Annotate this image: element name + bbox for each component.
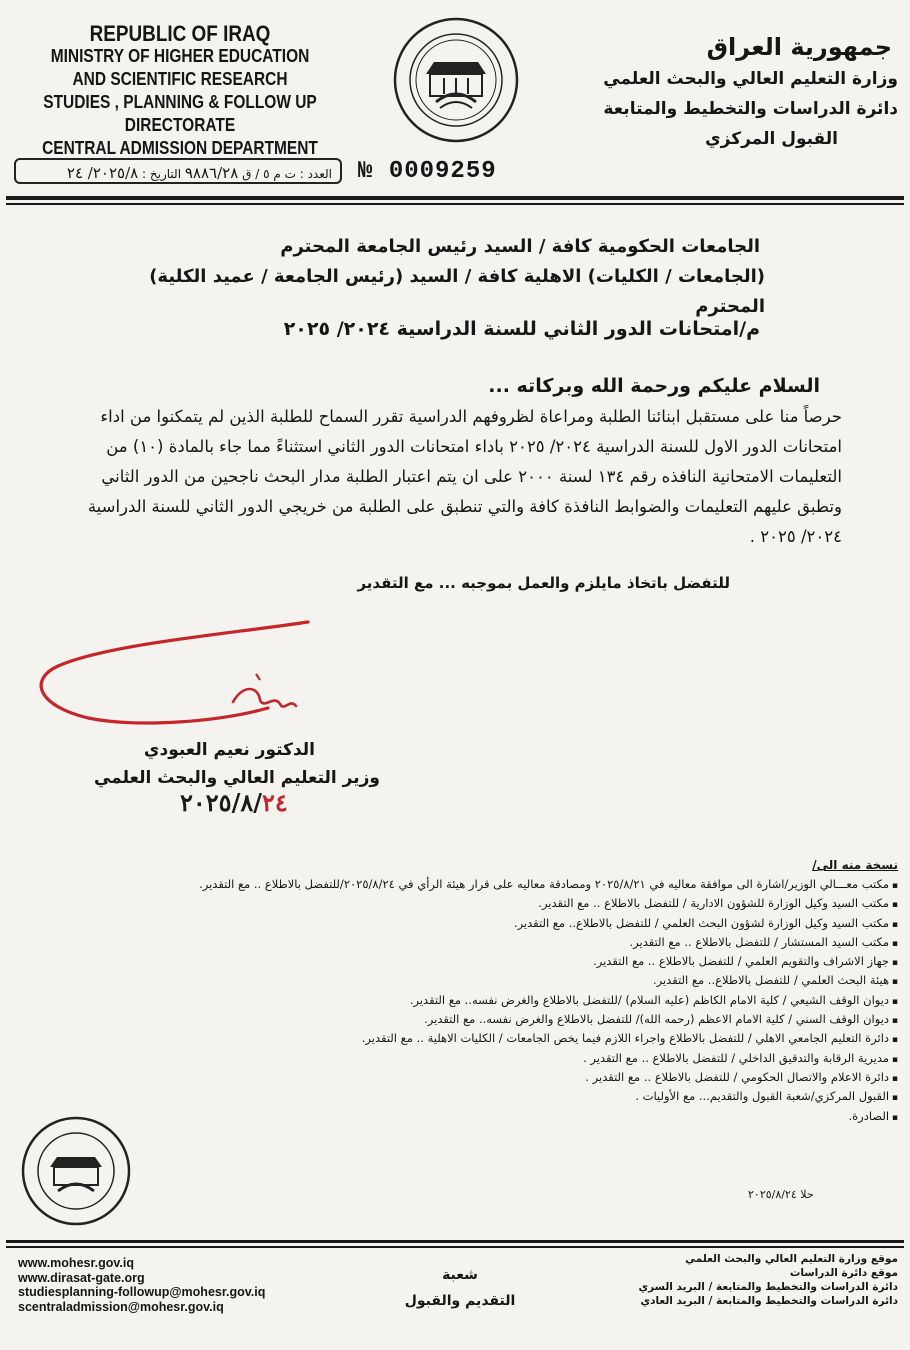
footer-divider-thin [6,1246,904,1248]
footer-legend-item: دائرة الدراسات والتخطيط والمتابعة / البريد العادي [640,1295,898,1307]
number-value: 0009259 [388,158,497,185]
body-line: حرصاً منا على مستقبل ابنائنا الطلبة ومراعاة لظروفهم الدراسية تقرر السماح للطلبة الذين لم يتمكنوا من اداء [100,407,842,426]
date-label: التاريخ : [142,167,182,181]
email-link[interactable]: studiesplanning-followup@mohesr.gov.iq [18,1285,266,1299]
directorate-name-en: STUDIES , PLANNING & FOLLOW UP DIRECTORATE [43,92,317,135]
copies-list [18,876,898,1127]
footer-contacts [18,1256,265,1314]
english-letterhead [34,22,326,160]
copy-item: ▪ مكتب السيد المستشار / للتفضل بالاطلاع .. مع التقدير. [18,934,898,953]
copy-item: ▪ مكتب السيد وكيل الوزارة للشؤون الادارية / للتفضل بالاطلاع .. مع التقدير. [18,895,898,914]
body-line: امتحانات الدور الاول للسنة الدراسية ٢٠٢٤/ ٢٠٢٥ باداء امتحانات الدور الثاني استثناءً مما جاء بالمادة (١٠) من [106,437,842,456]
copy-item: ▪ القبول المركزي/شعبة القبول والتقديم... مع الأوليات . [18,1088,898,1107]
country-name-ar: جمهورية العراق [706,33,892,61]
ref-number: ٩٨٨٦/٢٨ [184,164,239,182]
website-link[interactable]: www.dirasat-gate.org [18,1270,145,1285]
copy-item: ▪ مكتب معـــالي الوزير/اشارة الى موافقة معاليه في ٢٠٢٥/٨/٢١ ومصادقة معاليه على قرار هيئة الرأي في ٢٠٢٥/٨/٢٤/للتفضل بالاطلاع .. مع التقدير. [18,876,898,895]
copies-title: نسخة منه الى/ [812,858,898,872]
footer-section-line: شعبة [442,1267,478,1283]
copy-item: ▪ دائرة الاعلام والاتصال الحكومي / للتفضل بالاطلاع .. مع التقدير . [18,1069,898,1088]
signature-date-prefix: ٢٠٢٥/٨/ [180,788,262,817]
footer-section-line: التقديم والقبول [404,1293,516,1309]
ministry-name-en-2: AND SCIENTIFIC RESEARCH [72,69,288,89]
signature-date [180,788,288,817]
directorate-name-ar: دائرة الدراسات والتخطيط والمتابعة [603,99,898,119]
copy-item: ▪ ديوان الوقف السني / كلية الامام الاعظم (رحمه الله)/ للتفضل بالاطلاع والغرض نفسه.. مع التقدير. [18,1011,898,1030]
body-line: ٢٠٢٤/ ٢٠٢٥ . [749,527,842,546]
header-divider-thin [6,203,904,205]
number-symbol: № [358,158,374,185]
copy-item: ▪ هيئة البحث العلمي / للتفضل بالاطلاع.. مع التقدير. [18,972,898,991]
letter-body [70,402,842,552]
handwritten-signature [28,614,328,734]
header-divider [6,196,904,200]
copy-item: ▪ مكتب السيد وكيل الوزارة لشؤون البحث العلمي / للتفضل بالاطلاع.. مع التقدير. [18,915,898,934]
addressee-2: (الجامعات / الكليات) الاهلية كافة / السيد (رئيس الجامعة / عميد الكلية) المحترم [149,266,765,317]
ref-date: ٢٠٢٥/٨/ ٢٤ [66,164,139,182]
department-name-ar: القبول المركزي [705,129,838,149]
footer-legend [598,1252,898,1308]
footer-legend-item: دائرة الدراسات والتخطيط والمتابعة / البريد السري [638,1281,898,1293]
ministry-name-en-1: MINISTRY OF HIGHER EDUCATION [50,46,310,66]
copy-item: ▪ جهاز الاشراف والتقويم العلمي / للتفضل بالاطلاع .. مع التقدير. [18,953,898,972]
ministry-seal-icon [392,16,520,144]
letter-subject: م/امتحانات الدور الثاني للسنة الدراسية ٢٠٢٤/ ٢٠٢٥ [283,318,760,340]
body-line: التعليمات الامتحانية النافذه رقم ١٣٤ لسنة ٢٠٠٠ على ان يتم اعتبار الطلبة مدار البحث ناجحين من الدور الثاني [101,467,842,486]
email-link[interactable]: scentraladmission@mohesr.gov.iq [18,1299,224,1314]
footer-section-name [400,1262,520,1314]
country-name-en: REPUBLIC OF IRAQ [89,21,271,46]
footer-legend-item: موقع دائرة الدراسات [789,1267,898,1279]
reference-box [14,158,342,184]
copy-item: ▪ دائرة التعليم الجامعي الاهلي / للتفضل بالاطلاع واجراء اللازم فيما يخص الجامعات / الكليات الاهلية .. مع التقدير. [18,1030,898,1049]
ministry-name-ar: وزارة التعليم العالي والبحث العلمي [603,69,898,89]
signature-date-day: ٢٤ [261,788,288,817]
copy-item: ▪ ديوان الوقف الشيعي / كلية الامام الكاظم (عليه السلام) /للتفضل بالاطلاع والغرض نفسه.. مع التقدير. [18,992,898,1011]
signatory-title: وزير التعليم العالي والبحث العلمي [93,768,380,788]
copies-date: حلا ٢٠٢٥/٨/٢٤ [748,1188,814,1201]
body-line: وتطبق عليهم التعليمات والضوابط النافذة كافة والتي تنطبق على الطلبة من خريجي الدور الثاني للسنة الدراسية [87,497,842,516]
ministry-seal-small-icon [20,1115,132,1227]
department-name-en: CENTRAL ADMISSION DEPARTMENT [42,138,318,158]
signatory-name: الدكتور نعيم العبودي [143,740,315,760]
copy-item: ▪ الصادرة. [18,1108,898,1127]
website-link[interactable]: www.mohesr.gov.iq [18,1256,134,1270]
arabic-letterhead [568,30,898,154]
request-line: للتفضل باتخاذ مايلزم والعمل بموجبه ... مع التقدير [357,574,730,592]
greeting: السلام عليكم ورحمة الله وبركاته ... [488,375,820,397]
ref-label: العدد : ت م ٥ / ق [242,167,332,181]
copy-item: ▪ مديرية الرقابة والتدقيق الداخلي / للتفضل بالاطلاع .. مع التقدير . [18,1050,898,1069]
footer-divider [6,1240,904,1243]
footer-legend-item: موقع وزارة التعليم العالي والبحث العلمي [685,1253,898,1265]
serial-number [358,158,497,185]
addressee-1: الجامعات الحكومية كافة / السيد رئيس الجامعة المحترم [280,236,760,257]
